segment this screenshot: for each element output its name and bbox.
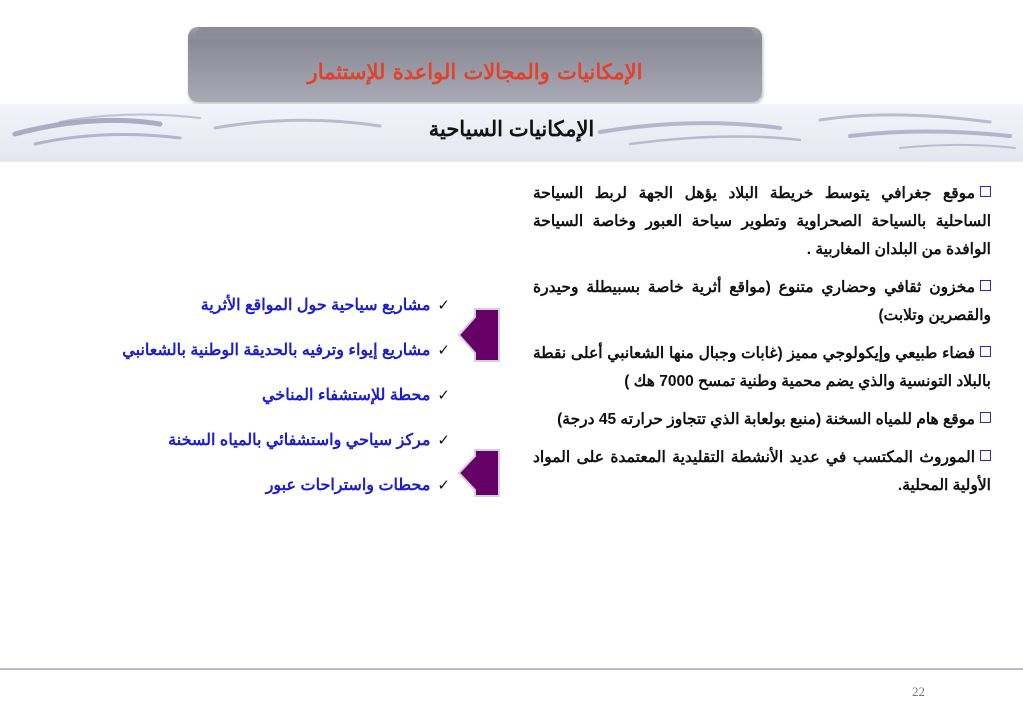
- square-outline-icon: [980, 412, 991, 423]
- square-outline-icon: [980, 450, 991, 461]
- section-subtitle: الإمكانيات السياحية: [428, 117, 595, 141]
- list-item: ✓مركز سياحي واستشفائي بالمياه السخنة: [168, 432, 450, 449]
- page-number: 22: [912, 684, 925, 699]
- title-banner-cap: [196, 27, 754, 37]
- square-outline-icon: [980, 280, 991, 291]
- check-mark-icon: ✓: [437, 432, 450, 449]
- check-mark-icon: ✓: [437, 297, 450, 314]
- check-mark-icon: ✓: [437, 387, 450, 404]
- title-banner: [188, 27, 762, 102]
- footer-divider: [0, 668, 1023, 670]
- square-outline-icon: [980, 186, 991, 197]
- left-arrow-icon: [455, 307, 501, 363]
- list-item: فضاء طبيعي وإيكولوجي مميز (غابات وجبال منها الشعانبي أعلى نقطة بالبلاد التونسية والذي يضم محمية وطنية تمسح 7000 هك ): [533, 345, 991, 390]
- list-item: ✓محطة للإستشفاء المناخي: [262, 387, 450, 404]
- list-item: موقع هام للمياه السخنة (منبع بولعابة الذي تتجاوز حرارته 45 درجة): [533, 406, 991, 434]
- right-bullet-list: [533, 180, 991, 510]
- list-item: مخزون ثقافي وحضاري متنوع (مواقع أثرية خاصة بسبيطلة وحيدرة والقصرين وتلابت): [533, 279, 991, 324]
- left-arrow-icon: [455, 448, 501, 498]
- list-item: الموروث المكتسب في عديد الأنشطة التقليدية المعتمدة على المواد الأولية المحلية.: [533, 449, 991, 494]
- check-mark-icon: ✓: [437, 342, 450, 359]
- list-item: ✓مشاريع إيواء وترفيه بالحديقة الوطنية بالشعانبي: [122, 342, 450, 359]
- left-check-list: [20, 287, 450, 512]
- square-outline-icon: [980, 346, 991, 357]
- list-item: ✓مشاريع سياحية حول المواقع الأثرية: [200, 297, 450, 314]
- list-item: موقع جغرافي يتوسط خريطة البلاد يؤهل الجهة لربط السياحة الساحلية بالسياحة الصحراوية وتطوير سياحة العبور وخاصة السياحة الوافدة من البلدان المغاربية .: [533, 185, 991, 258]
- list-item: ✓محطات واستراحات عبور: [265, 477, 450, 494]
- slide-title: الإمكانيات والمجالات الواعدة للإستثمار: [307, 59, 643, 84]
- check-mark-icon: ✓: [437, 477, 450, 494]
